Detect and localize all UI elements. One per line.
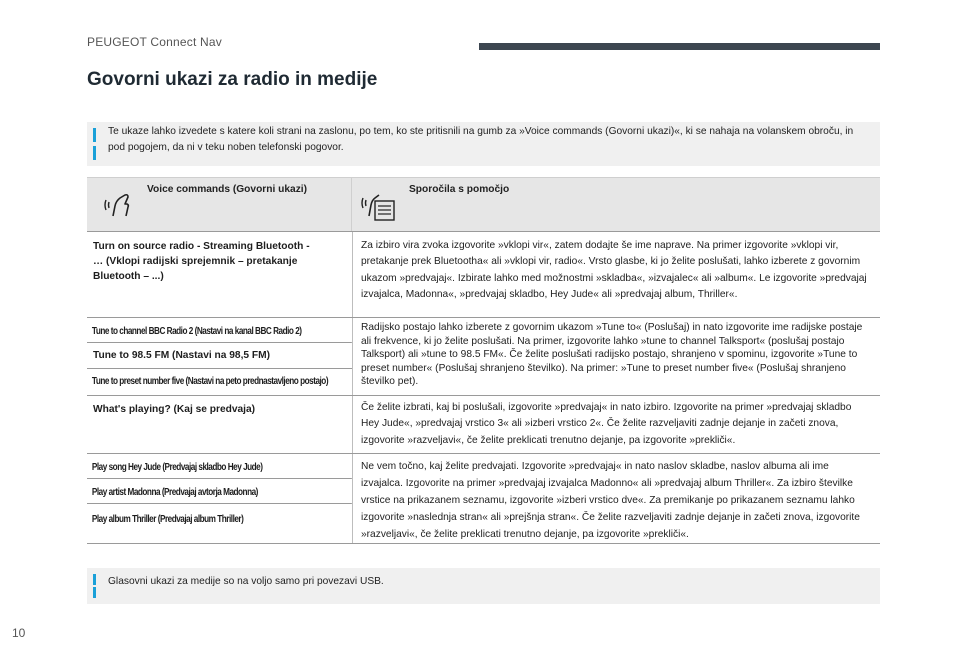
command-cell <box>87 454 352 543</box>
description-cell: Radijsko postajo lahko izberete z govornim ukazom »Tune to« (Poslušaj) in nato izgovorite ime radijske postaje ali frekvence, ki jo želite poslušati. Na primer, izgovorite lahko »tune to channel Talksport« (poslušaj postajo Talksport) ali »tune to 98.5 FM«. Če želite poslušati radijsko postajo, shranjeno v spominu, izgovorite »Tune to preset number« (Poslušaj shranjeno številko). Na primer: »Tune to preset number five« (Poslušaj shranjeno številko pet). <box>352 318 880 395</box>
command-text: Tune to channel BBC Radio 2 (Nastavi na kanal BBC Radio 2) <box>87 318 352 343</box>
info-note-text: Glasovni ukazi za medije so na voljo samo pri povezavi USB. <box>108 576 384 587</box>
info-marker-icon <box>93 574 101 598</box>
page-number: 10 <box>12 626 26 640</box>
table-header-row <box>87 178 880 232</box>
command-text: Play song Hey Jude (Predvajaj skladbo Hey Jude) <box>87 454 352 479</box>
command-text: Turn on source radio - Streaming Bluetooth - … (Vklopi radijski sprejemnik – pretakanje Bluetooth – ...) <box>93 241 310 282</box>
table-row <box>87 454 880 544</box>
header-bar <box>479 43 880 50</box>
command-text: Play artist Madonna (Predvajaj avtorja Madonna) <box>87 479 352 504</box>
table-row <box>87 318 880 396</box>
info-note-top <box>87 122 880 166</box>
table-row <box>87 232 880 318</box>
command-cell <box>87 396 352 453</box>
table-row <box>87 396 880 454</box>
voice-command-icon <box>103 192 133 218</box>
command-cell <box>87 318 352 395</box>
page-title: Govorni ukazi za radio in medije <box>87 69 378 90</box>
header-brand: PEUGEOT Connect Nav <box>87 35 222 49</box>
description-cell: Za izbiro vira zvoka izgovorite »vklopi vir«, zatem dodajte še ime naprave. Na primer izgovorite »vklopi vir, pretakanje prek Bluetootha« ali »vklopi vir, radio«. Vrsto glasbe, ki jo želite poslušati, lahko izberete z govornim ukazom »predvajaj«. Izbirate lahko med možnostmi »skladba«, »izvajalec« ali »album«. Le izgovorite »predvajaj izvajalca, Madonna«, »predvajaj skladbo, Hey Jude« ali »predvajaj album, Thriller«. <box>352 232 880 317</box>
command-text: Tune to preset number five (Nastavi na peto prednastavljeno postajo) <box>91 376 329 387</box>
header-voice-commands-label: Voice commands (Govorni ukazi) <box>147 184 308 195</box>
description-cell: Ne vem točno, kaj želite predvajati. Izgovorite »predvajaj« in nato naslov skladbe, naslov albuma ali ime izvajalca. Izgovorite na primer »predvajaj izvajalca Madonno« ali »predvajaj album Thriller«. Za izbiro številke vrstice na prikazanem seznamu, izgovorite »izberi vrstico dve«. Za premikanje po prikazanem seznamu lahko izgovorite »naslednja stran« ali »prejšnja stran«. Če želite razveljaviti zadnje dejanje in začeti znova, izgovorite »razveljavi«, če želite preklicati trenutno dejanje, pa izgovorite »prekliči«. <box>352 454 880 543</box>
info-note-text: Te ukaze lahko izvedete s katere koli strani na zaslonu, po tem, ko ste pritisnili na gumb za »Voice commands (Govorni ukazi)«, ki se nahaja na volanskem obroču, in pod pogojem, da ni v teku noben telefonski pogovor. <box>108 126 854 153</box>
command-text: What's playing? (Kaj se predvaja) <box>93 404 256 415</box>
help-messages-icon <box>360 192 396 222</box>
header-voice-commands <box>87 178 352 231</box>
command-cell <box>87 232 352 317</box>
header-help-messages-label: Sporočila s pomočjo <box>409 184 510 195</box>
header-help-messages <box>352 178 880 231</box>
info-note-bottom <box>87 568 880 604</box>
info-marker-icon <box>93 128 101 160</box>
command-text: Play album Thriller (Predvajaj album Thriller) <box>91 514 244 525</box>
voice-commands-table <box>87 177 880 544</box>
description-cell: Če želite izbrati, kaj bi poslušali, izgovorite »predvajaj« in nato izbiro. Izgovorite na primer »predvajaj skladbo Hey Jude«, »predvajaj vrstico 3« ali »izberi vrstico 2«. Če želite razveljaviti zadnje dejanje in začeti znova, izgovorite »razveljavi«, če želite preklicati trenutno dejanje, pa izgovorite »prekliči«. <box>352 396 880 453</box>
command-text: Tune to 98.5 FM (Nastavi na 98,5 FM) <box>87 343 352 369</box>
